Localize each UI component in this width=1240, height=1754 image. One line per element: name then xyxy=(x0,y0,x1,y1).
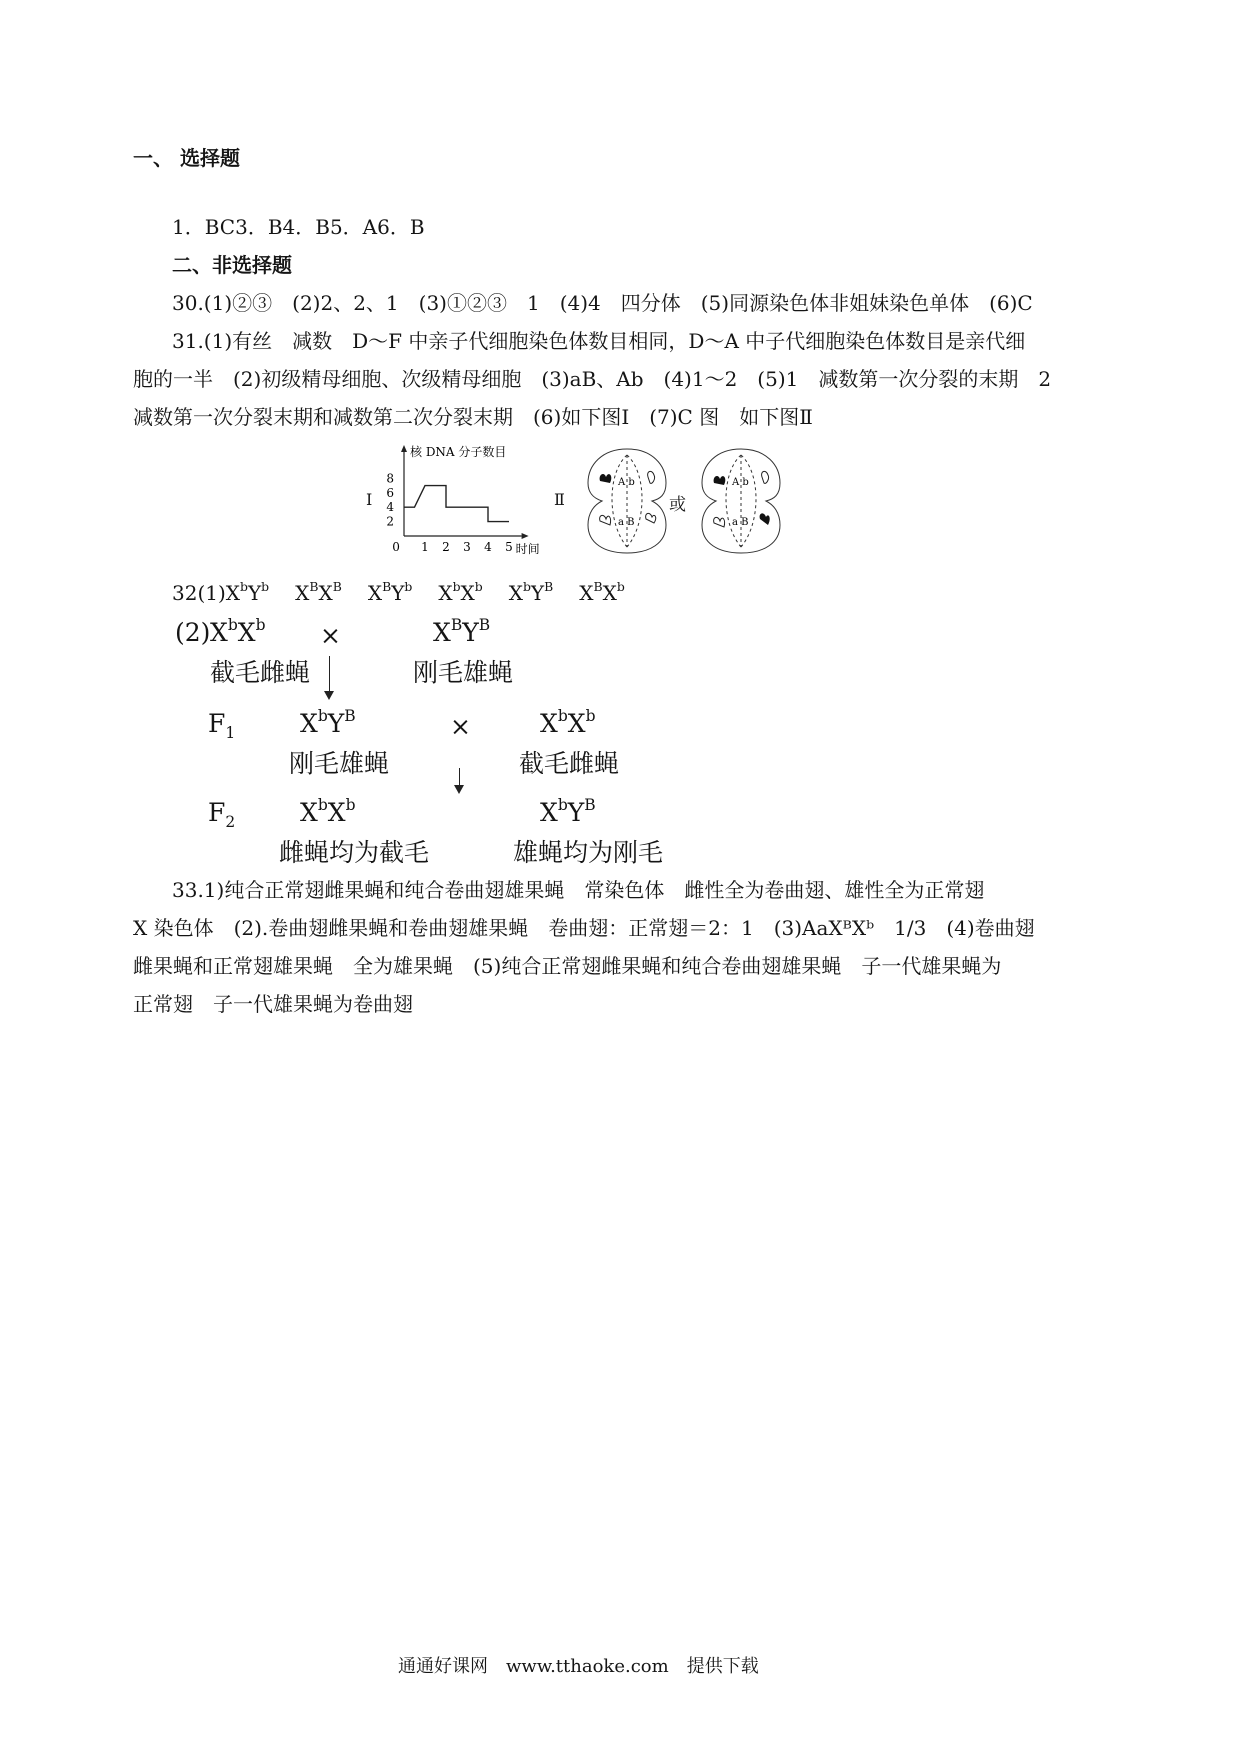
figure-label-I: Ⅰ xyxy=(366,490,373,509)
f2-label: $F_2$ xyxy=(208,798,236,831)
or-text: 或 xyxy=(669,495,686,515)
cell1-bottom-label: a B xyxy=(618,517,635,528)
footer-text: 通通好课网 www.tthaoke.com 提供下载 xyxy=(398,1656,759,1677)
x-tick-label: 5 xyxy=(505,540,513,554)
f1-label: $F_1$ xyxy=(208,709,236,742)
figure-block xyxy=(364,440,884,560)
section-2-title: 二、非选择题 xyxy=(172,253,292,277)
q30-answer: 30.(1)②③ (2)2、2、1 (3)①②③ 1 (4)4 四分体 (5)同源染色体非姐妹染色单体 (6)C xyxy=(172,291,1033,315)
cell1-top-label: A b xyxy=(618,477,635,488)
q31-line-3: 减数第一次分裂末期和减数第二次分裂末期 (6)如下图Ⅰ (7)C 图 如下图Ⅱ xyxy=(133,405,813,429)
section-1-title: 一、 选择题 xyxy=(133,146,240,170)
y-tick-label: 2 xyxy=(386,514,394,529)
genotype-item: $X^BX^B$ xyxy=(295,579,342,605)
f1-male-genotype: $X^bY^B$ xyxy=(300,707,356,738)
q33-line-2: X 染色体 (2).卷曲翅雌果蝇和卷曲翅雄果蝇 卷曲翅：正常翅＝2：1 (3)AaXᴮXᵇ 1/3 (4)卷曲翅 xyxy=(133,916,1035,940)
q33-line-3: 雌果蝇和正常翅雄果蝇 全为雄果蝇 (5)纯合正常翅雌果蝇和纯合卷曲翅雄果蝇 子一代雄果蝇为 xyxy=(133,954,1002,978)
cross-symbol-f1: × xyxy=(450,712,471,741)
chromosome-icon xyxy=(600,474,612,483)
f2-female-phenotype: 雌蝇均为截毛 xyxy=(279,838,430,867)
q31-line-1: 31.(1)有丝 减数 D～F 中亲子代细胞染色体数目相同，D～A 中子代细胞染色体数目是亲代细 xyxy=(172,329,1026,353)
cell2-top-label: A b xyxy=(732,477,749,488)
genotype-item: $X^bY^B$ xyxy=(508,579,554,605)
y-axis-label: 核 DNA 分子数目 xyxy=(410,445,507,459)
cross-symbol-p: × xyxy=(320,621,341,650)
f1-female-phenotype: 截毛雌蝇 xyxy=(519,749,620,778)
cell-diagram-2 xyxy=(696,443,786,557)
genotype-item: $X^BX^b$ xyxy=(579,579,625,605)
dna-series-line xyxy=(404,486,509,522)
q33-line-4: 正常翅 子一代雄果蝇为卷曲翅 xyxy=(133,992,413,1016)
x-tick-label: 1 xyxy=(421,540,429,554)
p-female-phenotype: 截毛雌蝇 xyxy=(210,658,311,687)
genotype-item: $X^bY^b$ xyxy=(225,579,270,605)
f2-male-phenotype: 雄蝇均为刚毛 xyxy=(513,838,664,867)
x-axis-arrow xyxy=(522,533,529,539)
q31-line-2: 胞的一半 (2)初级精母细胞、次级精母细胞 (3)aB、Ab (4)1～2 (5)1 减数第一次分裂的末期 2 xyxy=(133,367,1052,391)
y-tick-label: 8 xyxy=(386,471,394,486)
cell2-bottom-label: a B xyxy=(732,517,749,528)
arrow-down-f1 xyxy=(459,768,460,786)
cell-diagram-1 xyxy=(582,443,672,557)
x-tick-label: 0 xyxy=(392,540,400,554)
f2-male-genotype: $X^bY^B$ xyxy=(540,796,596,827)
genotype-item: $X^bX^b$ xyxy=(438,579,483,605)
f1-female-genotype: $X^bX^b$ xyxy=(540,707,596,738)
p-male-phenotype: 刚毛雄蝇 xyxy=(413,658,514,687)
y-tick-label: 6 xyxy=(386,485,394,500)
figure-label-II: Ⅱ xyxy=(554,490,565,509)
q32-prefix: 32(1) xyxy=(172,581,226,605)
f1-male-phenotype: 刚毛雄蝇 xyxy=(289,749,390,778)
y-axis-arrow xyxy=(401,445,407,452)
x-tick-label: 4 xyxy=(484,540,492,554)
q33-line-1: 33.1)纯合正常翅雌果蝇和纯合卷曲翅雄果蝇 常染色体 雌性全为卷曲翅、雄性全为正常翅 xyxy=(172,878,985,902)
p-female-genotype: $X^bX^b$ xyxy=(210,616,266,647)
y-tick-label: 4 xyxy=(386,500,394,515)
f2-female-genotype: $X^bX^b$ xyxy=(300,796,356,827)
genotype-item: $X^BY^b$ xyxy=(367,579,413,605)
x-axis-label: 时间 xyxy=(515,542,540,556)
dna-line-chart xyxy=(386,440,569,560)
x-tick-label: 3 xyxy=(463,540,471,554)
cross-p-label: (2) xyxy=(175,618,211,647)
x-tick-label: 2 xyxy=(442,540,450,554)
mc-answers: 1．BC3．B4．B5．A6．B xyxy=(172,215,425,239)
q32-line-1 xyxy=(172,581,625,605)
arrow-down-p xyxy=(329,656,330,692)
p-male-genotype: $X^BY^B$ xyxy=(433,616,491,647)
